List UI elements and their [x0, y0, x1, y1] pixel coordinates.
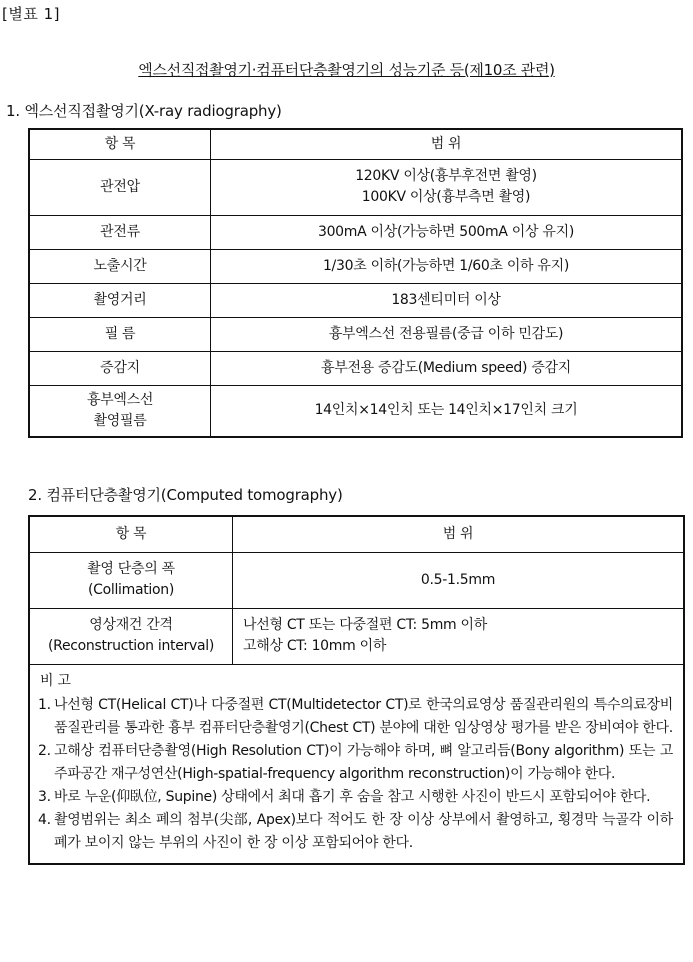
annex-label: [별표 1]: [2, 5, 60, 23]
notes-title: 비 고: [40, 672, 71, 689]
row-item: [29, 385, 211, 437]
row-range: [211, 159, 683, 215]
note-number: 4.: [38, 811, 51, 828]
note-item: [38, 786, 673, 809]
header-range: 범 위: [211, 129, 683, 159]
document-title: [0, 59, 693, 80]
row-item: 촬영거리: [29, 283, 211, 317]
note-text: 고해상 컴퓨터단층촬영(High Resolution CT)이 가능해야 하며, 뼈 알고리듬(Bony algorithm) 또는 고주파공간 재구성연산(High-spatial-frequency algorithm reconstruction)이 가능해야 한다.: [54, 742, 673, 782]
row-range: 1/30초 이하(가능하면 1/60초 이하 유지): [211, 249, 683, 283]
note-number: 3.: [38, 788, 51, 805]
row-item: 증감지: [29, 351, 211, 385]
note-item: [38, 740, 673, 786]
table-row: [29, 249, 682, 283]
item-line: 촬영필름: [93, 412, 147, 429]
note-text: 바로 누운(仰臥位, Supine) 상태에서 최대 흡기 후 숨을 참고 시행한 사진이 반드시 포함되어야 한다.: [54, 788, 651, 805]
header-item: 항 목: [29, 129, 211, 159]
xray-spec-table: [28, 128, 683, 438]
row-range: 0.5-1.5mm: [233, 552, 685, 608]
range-line: 고해상 CT: 10mm 이하: [243, 638, 387, 654]
table-row: [29, 317, 682, 351]
row-range: 14인치×14인치 또는 14인치×17인치 크기: [211, 385, 683, 437]
note-number: 2.: [38, 742, 51, 759]
item-line: 영상재건 간격: [89, 617, 173, 633]
item-line: (Reconstruction interval): [47, 638, 215, 654]
row-item: 노출시간: [29, 249, 211, 283]
row-item: [29, 608, 233, 664]
row-range: 183센티미터 이상: [211, 283, 683, 317]
row-item: 관전류: [29, 215, 211, 249]
table-row: [29, 385, 682, 437]
table-header-row: [29, 516, 684, 552]
section2-title: 2. 컴퓨터단층촬영기(Computed tomography): [28, 486, 343, 504]
document-title-text: 엑스선직접촬영기·컴퓨터단층촬영기의 성능기준 등(제10조 관련): [138, 61, 555, 79]
table-row: [29, 608, 684, 664]
notes-row: [29, 664, 684, 864]
row-item: 관전압: [29, 159, 211, 215]
note-text: 나선형 CT(Helical CT)나 다중절편 CT(Multidetector CT)로 한국의료영상 품질관리원의 특수의료장비 품질관리를 통과한 흉부 컴퓨터단층촬영기(Chest CT) 분야에 대한 임상영상 평가를 받은 장비여야 한다.: [54, 696, 673, 736]
row-range: 흉부엑스선 전용필름(중급 이하 민감도): [211, 317, 683, 351]
table-row: [29, 215, 682, 249]
table-row: [29, 159, 682, 215]
table-row: [29, 351, 682, 385]
row-item: [29, 552, 233, 608]
item-line: 촬영 단층의 폭: [87, 561, 175, 577]
item-line: (Collimation): [87, 582, 175, 598]
section1-title: 1. 엑스선직접촬영기(X-ray radiography): [6, 102, 282, 120]
note-text: 촬영범위는 최소 폐의 첨부(尖部, Apex)보다 적어도 한 장 이상 상부에서 촬영하고, 횡경막 늑골각 이하 폐가 보이지 않는 부위의 사진이 한 장 이상 포함되어야 한다.: [54, 811, 673, 851]
table-row: [29, 552, 684, 608]
row-range: 300mA 이상(가능하면 500mA 이상 유지): [211, 215, 683, 249]
range-line: 100KV 이상(흉부측면 촬영): [361, 189, 531, 205]
range-line: 나선형 CT 또는 다중절편 CT: 5mm 이하: [243, 617, 487, 633]
row-range: 흉부전용 증감도(Medium speed) 증감지: [211, 351, 683, 385]
row-range: [233, 608, 685, 664]
table-header-row: [29, 129, 682, 159]
header-item: 항 목: [29, 516, 233, 552]
note-item: [38, 809, 673, 855]
header-range: 범 위: [233, 516, 685, 552]
notes-cell: [29, 664, 684, 864]
note-item: [38, 694, 673, 740]
table-row: [29, 283, 682, 317]
range-line: 120KV 이상(흉부후전면 촬영): [355, 168, 537, 184]
item-line: 흉부엑스선: [86, 391, 154, 408]
row-item: 필 름: [29, 317, 211, 351]
ct-spec-table: [28, 515, 685, 865]
note-number: 1.: [38, 696, 51, 713]
